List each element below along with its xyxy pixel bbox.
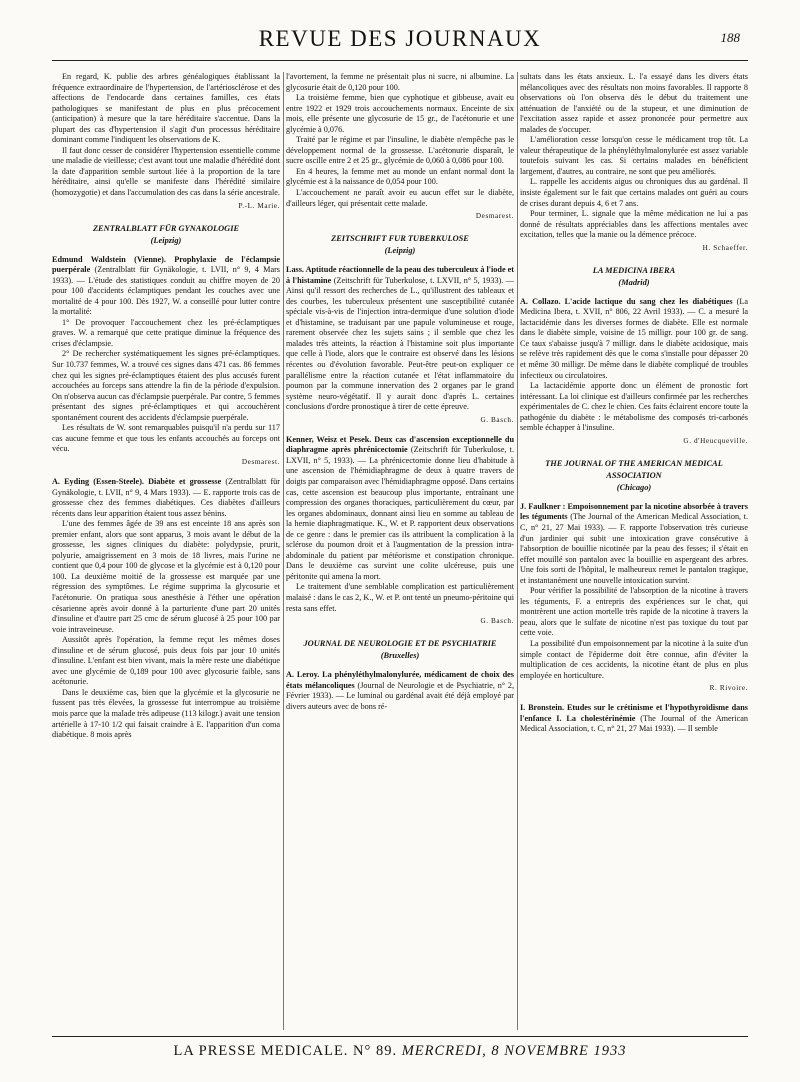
article-lead: I. Bronstein. Etudes sur le crétinisme et l'hypothyroïdisme dans l'enfance I. La cholestérinémie xyxy=(520,703,748,723)
footer-journal: LA PRESSE MEDICALE. N° 89. xyxy=(173,1043,398,1059)
column-2 xyxy=(286,72,514,1032)
paragraph: Aussitôt après l'opération, la femme reçut les mêmes doses d'insuline et de sérum glucosé, puis deux fois par jour 10 unités d'insuline. L'enfant est bien vivant, mais la mère reste une diabétique avec une glycémie de 0,189 pour 100 avec glycosurie faible, sans acétonurie. xyxy=(52,635,280,687)
article-reference: (Zeitschrift für Tuberkulose, t. LXVII, n° 5, 1933). — La phrénicectomie donne lieu d'habitude à une ascension de l'hémidiaphragme de deux à quatre travers de doigts par comparaison avec l'hémidiaphragme opposé. Dans certains cas, cette ascension est beaucoup plus importante, entraînant une compression des organes thoraciques, particulièrement du cœur, par les organes abdominaux, donnant ainsi lieu en somme au tableau de la hernie diaphragmatique. K., W. et P. rapportent deux observations de ce genre : dans le premier cas ils attribuent la complication à la sclérose du poumon droit et à l'augmentation de la pression intra-abdominale du patient par météorisme et constipation chronique. Dans le deuxième cas survint une colite ulcéreuse, puis une péritonite qui amena la mort. xyxy=(286,445,514,581)
author-signature: Desmarest. xyxy=(475,212,514,221)
author-signature: Desmarest. xyxy=(241,457,280,466)
column-divider xyxy=(517,72,518,1030)
paragraph: L'une des femmes âgée de 39 ans est enceinte 18 ans après son premier enfant, alors que sont apparus, 3 mois avant le début de la grossesse, les signes cliniques du diabète: polydypsie, prurit, polyurie, amaigrissement en 3 mois de 18 livres, mais l'urine ne contient que 0,4 pour 100 de glycose et la glycémie est à 0,120 pour 100. La deuxième moitié de la grossesse est marquée par une régression des symptômes. Le régime supprima la glycosurie et l'acétonurie. On pratiqua sous anesthésie à l'éther une opération césarienne après avoir donné à la parturiente d'une part 20 unités d'insuline et d'autre part 25 cmc de sérum glucosé à 25 pour 100 par voie intraveineuse. xyxy=(52,519,280,634)
section-title: ZENTRALBLATT FÜR GYNAKOLOGIE xyxy=(92,223,240,233)
article-reference: (Zeitschrift für Tuberkulose, t. LXVII, n° 5, 1933). — Ainsi qu'il ressort des recherches de L., qu'illustrent des tableaux et des courbes, les tuberculeux présentent une susceptibilité cutanée spéciale vis-à-vis de l'injection intra-dermique d'une solution d'iode et d'histamine, se traduisant par une papule volumineuse et rouge, rarement observée chez les sujets sains ; il semble que chez les malades très atteints, la réaction à l'histamine soit plus importante que celle à l'iode, alors que le contraire est observé dans les lésions récentes ou d'évolution favorable. Peut-être peut-on expliquer ce parallélisme entre la réaction cutanée et l'état inflammatoire du poumon par la commune innervation des 2 organes par le grand système neuro-végétatif. Il y aurait donc d'après L. certaines conclusions d'ordre pronostique à tirer de cette épreuve. xyxy=(286,275,514,412)
paragraph: l'avortement, la femme ne présentait plus ni sucre, ni albumine. La glycosurie était de 0,120 pour 100. xyxy=(286,72,514,92)
paragraph: Le traitement d'une semblable complication est particulièrement malaisé : dans le cas 2, K., W. et P. ont tenté un pneumo-péritoine qui resta sans effet. xyxy=(286,582,514,613)
article-abstract xyxy=(286,435,514,583)
article-abstract xyxy=(286,265,514,413)
article-reference: (Zentralblatt für Gynäkologie, t. LVII, n° 9, 4 Mars 1933). — L'étude des statistiques conduit au chiffre moyen de 20 pour 100 d'accidents éclamptiques pendant les couches avec une mortalité de 4 pour 100. Dès 1927, W. a conseillé pour lutter contre la mortalité: xyxy=(52,265,280,317)
paragraph: En regard, K. publie des arbres généalogiques établissant la fréquence extraordinaire de l'hypertension, de l'artériosclérose et des affections de l'endocarde dans certaines familles, ces états pathologiques se manifestant de plus en plus précocement (anticipation) à mesure que la tare héréditaire s'accentue. Dans la plupart des cas d'hypertension il s'agit d'un processus héréditaire dominant comme l'indiquent les observations de K. xyxy=(52,72,280,145)
article-lead: A. Eyding (Essen-Steele). Diabète et grossesse xyxy=(52,476,222,486)
section-city: (Madrid) xyxy=(618,277,650,287)
section-title: ZEITSCHRIFT FUR TUBERKULOSE xyxy=(331,234,469,244)
paragraph: L'amélioration cesse lorsqu'on cesse le médicament trop tôt. La valeur thérapeutique de la phényléthylmalonylurée est assez variable toutefois suivant les cas. Si certains malades en bénéficient largement, d'autres, au contraire, ne sont que peu améliorés. xyxy=(520,135,748,176)
column-divider xyxy=(283,72,284,1030)
section-city: (Leipzig) xyxy=(150,235,182,245)
header-rule xyxy=(52,60,748,61)
paragraph: sultats dans les états anxieux. L. l'a essayé dans les divers états mélancoliques avec des résultats non moins favorables. Il rapporte 8 observations où l'on observa dès le début du traitement une atténuation de l'anxiété ou de la stupeur, et une diminution de l'excitation assez rapide et assez prononcée pour permettre aux malades de s'occuper. xyxy=(520,72,748,134)
paragraph: En 4 heures, la femme met au monde un enfant normal dont la glycémie est à la naissance de 0,054 pour 100. xyxy=(286,166,514,187)
section-title: THE JOURNAL OF THE AMERICAN MEDICAL ASSOCIATION xyxy=(545,458,723,480)
article-abstract xyxy=(520,703,748,735)
article-reference: (The Journal of the American Medical Association, t. C, n° 21, 27 Mai 1933). — F. rapporte l'observation très curieuse d'un jardinier qui subit une intoxication grave consécutive à l'absorption de bouillie nicotinée par la peau des fesses; il s'était en effet mouillé son pantalon avec la bouillie en aspergeant des arbres. Une fois sorti de l'hôpital, le malheureux remet le pantalon tragique, et instantanément une nouvelle intoxication survint. xyxy=(520,512,748,585)
article-abstract xyxy=(520,502,748,586)
section-title: JOURNAL DE NEUROLOGIE ET DE PSYCHIATRIE xyxy=(303,639,497,649)
paragraph: Il faut donc cesser de considérer l'hypertension essentielle comme une maladie de vieillesse; c'est avant tout une maladie d'hérédité dont la date d'apparition semble surtout liée à la proportion de la tare héréditaire, ainsi qu'elle se manifeste dans l'hérédité similaire (homozygotie) et dans l'accumulation des cas dans la série ancestrale. xyxy=(52,145,280,198)
journal-section-title: REVUE DES JOURNAUX xyxy=(258,26,542,51)
column-3 xyxy=(520,72,748,1032)
footer-rule xyxy=(52,1036,748,1037)
article-abstract xyxy=(52,255,280,318)
article-lead: Edmund Waldstein (Vienne). Prophylaxie de l'éclampsie puerpérale xyxy=(52,254,280,275)
article-lead: Kenner, Weisz et Pesek. Deux cas d'ascension exceptionnelle du diaphragme après phrénicectomie xyxy=(286,434,514,455)
section-city: (Bruxelles) xyxy=(380,651,420,661)
paragraph: Traité par le régime et par l'insuline, le diabète n'empêche pas le développement normal de la grossesse. L'acétonurie disparaît, le sucre oscille entre 2 et 25 gr., glycémie de 0,060 à 0,086 pour 100. xyxy=(286,135,514,166)
author-signature: P.-L. Marie. xyxy=(238,201,280,210)
paragraph: L. rappelle les accidents aigus ou chroniques dus au gardénal. Il insiste également sur le fait que certains malades ont guéri au cours de crises durant depuis 4, 6 et 7 ans. xyxy=(520,177,748,208)
section-city: (Leipzig) xyxy=(384,246,416,256)
article-lead: A. Leroy. La phényléthylmalonylurée, médicament de choix des états mélancoliques xyxy=(286,670,514,690)
article-abstract xyxy=(520,297,748,381)
paragraph: Les résultats de W. sont remarquables puisqu'il n'a perdu sur 117 cas aucune femme et que tous les enfants accouchés au forceps ont vécu. xyxy=(52,423,280,454)
author-signature: G. Basch. xyxy=(480,617,514,626)
page-number: 188 xyxy=(720,30,740,45)
article-abstract xyxy=(286,670,514,712)
article-reference: (La Medicina Ibera, t. XVII, n° 806, 22 Avril 1933). — C. a mesuré la lactacidémie dans les diverses formes de diabète. Elle est normale dans le diabète simple, voisine de 15 milligr. pour 100 gr. de sang. Ce taux s'abaisse jusqu'à 7 milligr. dans le diabète acidosique, mais se relève très rapidement dès que le coma s'installe pour dépasser 20 et même 30 milligr. De même dans le diabète compliqué de troubles infectieux ou circulatoires. xyxy=(520,296,748,380)
author-signature: R. Rivoire. xyxy=(709,684,748,693)
column-1 xyxy=(52,72,280,1032)
paragraph: L'accouchement ne paraît avoir eu aucun effet sur le diabète, d'ailleurs léger, qui présentait cette malade. xyxy=(286,188,514,208)
article-reference: (Journal de Neurologie et de Psychiatrie, n° 2, Février 1933). — Le luminal ou gardénal avait été déjà employé par divers auteurs avec de bons ré- xyxy=(286,680,514,711)
paragraph: Dans le deuxième cas, bien que la glycémie et la glycosurie ne fussent pas très élevées, la grossesse fut interrompue au troisième mois parce que la malade très adipeuse (113 kilogr.) avait une tension artérielle à 17-10 1/2 qui faisait craindre à E. l'apparition d'un coma diabétique. 8 mois après xyxy=(52,687,280,740)
article-lead: J. Faulkner : Empoisonnement par la nicotine absorbée à travers les téguments xyxy=(520,501,748,522)
paragraph: La troisième femme, bien que cyphotique et gibbeuse, avait eu entre 1922 et 1929 trois accouchements normaux. Enceinte de six mois, elle présente une glycosurie de 15 gr., de l'acétonurie et une glycémie à 0,076. xyxy=(286,93,514,134)
section-title: LA MEDICINA IBERA xyxy=(592,265,676,275)
article-lead: Lass. Aptitude réactionnelle de la peau des tuberculeux à l'iode et à l'histamine xyxy=(286,265,514,285)
article-abstract xyxy=(52,477,280,519)
paragraph: Pour vérifier la possibilité de l'absorption de la nicotine à travers les téguments, F. a entrepris des expériences sur le chat, qui montrèrent une action mortelle très rapide de la nicotine à travers la peau, alors que le sulfate de nicotine n'est pas toxique du tout par cette voie. xyxy=(520,586,748,638)
article-reference: (The Journal of the American Medical Association, t. C, n° 21, 27 Mai 1933). — Il semble xyxy=(520,713,748,734)
section-city: (Chicago) xyxy=(616,482,652,492)
paragraph: La lactacidémie apporte donc un élément de pronostic fort intéressant. La loi clinique est d'ailleurs confirmée par les recherches expérimentales de C. chez le chien. Ces faits éclairent encore toute la pathogénie du diabète : le métabolisme des composés tri-carbonés semble échapper à l'insuline. xyxy=(520,381,748,433)
page-footer xyxy=(52,1043,748,1065)
paragraph: 1° De provoquer l'accouchement chez les pré-éclamptiques graves. W. a remarqué que cette pratique diminue la fréquence des crises d'éclampsie. xyxy=(52,317,280,348)
author-signature: H. Schaeffer. xyxy=(702,243,748,252)
paragraph: Pour terminer, L. signale que la même médication ne lui a pas donné de résultats appréciables dans les affections mentales avec excitation, telles que la manie ou la démence précoce. xyxy=(520,209,748,240)
footer-date: MERCREDI, 8 NOVEMBRE 1933 xyxy=(401,1043,627,1059)
author-signature: G. Basch. xyxy=(480,415,514,424)
article-lead: A. Collazo. L'acide lactique du sang chez les diabétiques xyxy=(520,296,733,306)
page-header xyxy=(52,26,748,56)
paragraph: 2° De rechercher systématiquement les signes pré-éclamptiques. Sur 10.737 femmes, W. a trouvé ces signes dans 471 cas. 86 femmes chez qui les signes pré-éclamptiques étaient des plus accusés furent accouchées au forceps sans attendre la fin de la période d'expulsion. On n'observa aucun cas d'éclampsie puerpérale. Par contre, 5 femmes présentant des signes pré-éclamptiques et qui accouchèrent spontanément courent des accidents d'éclampsie puerpérale. xyxy=(52,349,280,422)
paragraph: La possibilité d'un empoisonnement par la nicotine à la suite d'un simple contact de l'épiderme doit être connue, afin d'éviter la multiplication de ces accidents, la nicotine étant de plus en plus employée en horticulture. xyxy=(520,638,748,680)
article-columns xyxy=(52,72,748,1032)
article-reference: (Zentralblatt für Gynäkologie, t. LVII, n° 9, 4 Mars 1933). — E. rapporte trois cas de grossesse chez des femmes diabétiques. Ces diabètes d'ailleurs récents dans leur apparition étaient tous assez bénins. xyxy=(52,476,280,518)
author-signature: G. d'Heucqueville. xyxy=(683,436,748,445)
